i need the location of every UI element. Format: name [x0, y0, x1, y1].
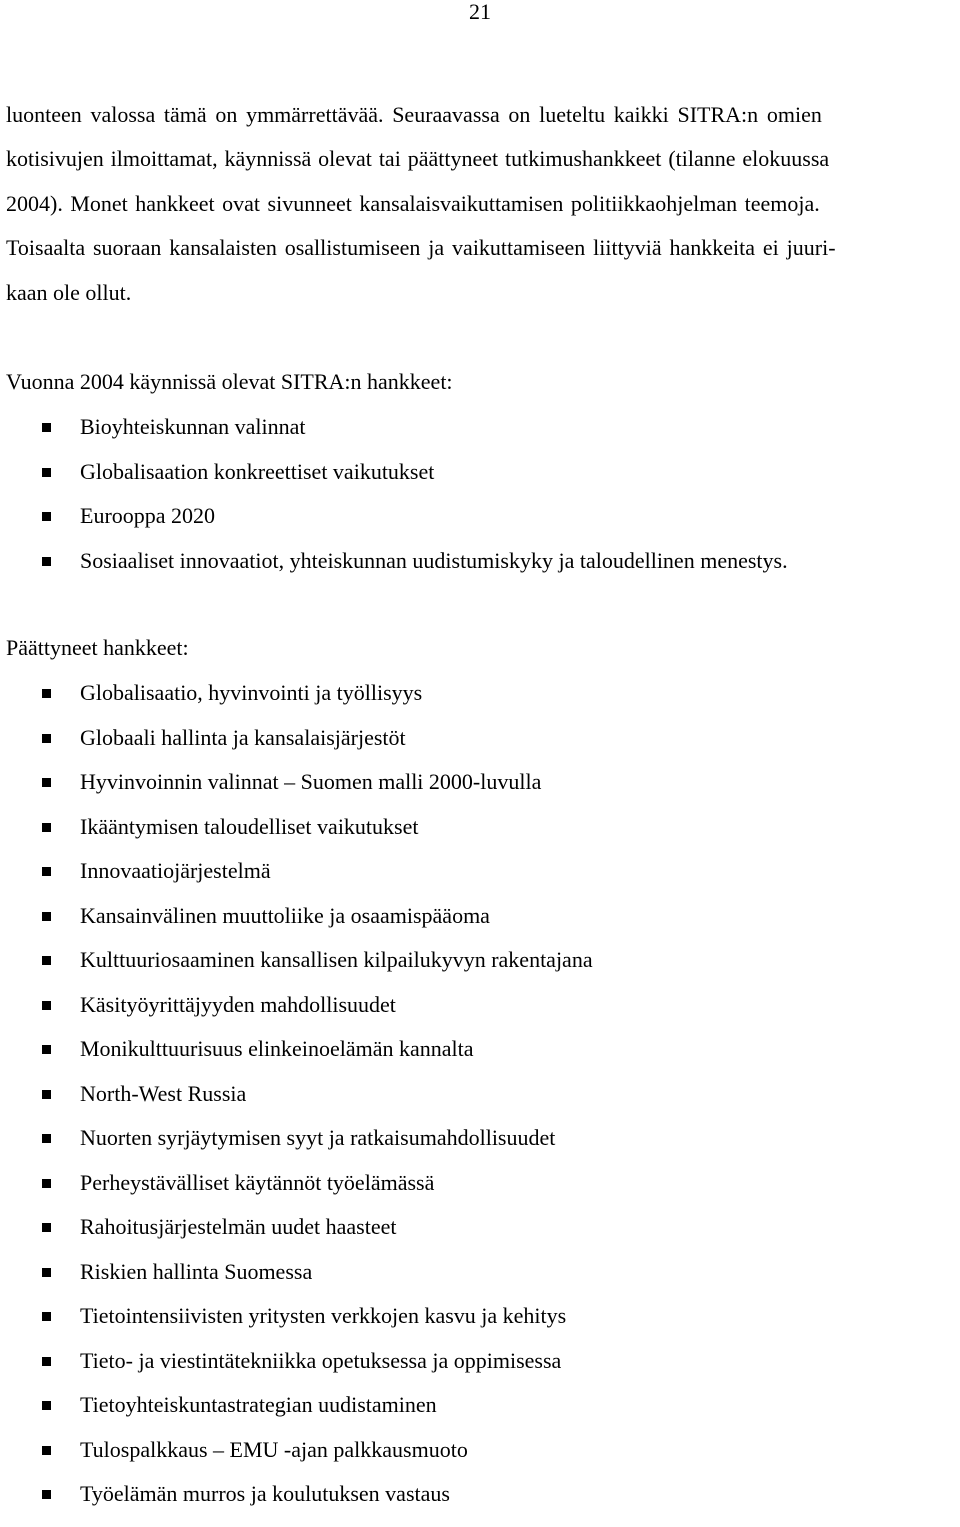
square-bullet-icon [42, 1268, 51, 1277]
square-bullet-icon [42, 1045, 51, 1054]
square-bullet-icon [42, 1446, 51, 1455]
square-bullet-icon [42, 1357, 51, 1366]
finished-projects-heading: Päättyneet hankkeet: [6, 635, 189, 660]
intro-line: kaan ole ollut. [6, 280, 132, 305]
square-bullet-icon [42, 1001, 51, 1010]
square-bullet-icon [42, 823, 51, 832]
square-bullet-icon [42, 512, 51, 521]
square-bullet-icon [42, 867, 51, 876]
square-bullet-icon [42, 1134, 51, 1143]
intro-line: luonteen valossa tämä on ymmärrettävää. Seuraavassa on lueteltu kaikki SITRA:n omien [6, 102, 822, 127]
square-bullet-icon [42, 956, 51, 965]
page-number: 21 [469, 0, 491, 24]
square-bullet-icon [42, 1401, 51, 1410]
intro-line: 2004). Monet hankkeet ovat sivunneet kansalaisvaikuttamisen politiikkaohjelman teemoja. [6, 191, 820, 216]
square-bullet-icon [42, 689, 51, 698]
square-bullet-icon [42, 423, 51, 432]
square-bullet-icon [42, 1090, 51, 1099]
square-bullet-icon [42, 1223, 51, 1232]
square-bullet-icon [42, 734, 51, 743]
square-bullet-icon [42, 1490, 51, 1499]
square-bullet-icon [42, 1179, 51, 1188]
intro-line: kotisivujen ilmoittamat, käynnissä olevat tai päättyneet tutkimushankkeet (tilanne elokuussa [6, 146, 830, 171]
square-bullet-icon [42, 912, 51, 921]
ongoing-projects-heading: Vuonna 2004 käynnissä olevat SITRA:n hankkeet: [6, 369, 453, 394]
square-bullet-icon [42, 1312, 51, 1321]
square-bullet-icon [42, 778, 51, 787]
intro-line: Toisaalta suoraan kansalaisten osallistumiseen ja vaikuttamiseen liittyviä hankkeita ei juuri- [6, 235, 836, 260]
square-bullet-icon [42, 468, 51, 477]
square-bullet-icon [42, 557, 51, 566]
